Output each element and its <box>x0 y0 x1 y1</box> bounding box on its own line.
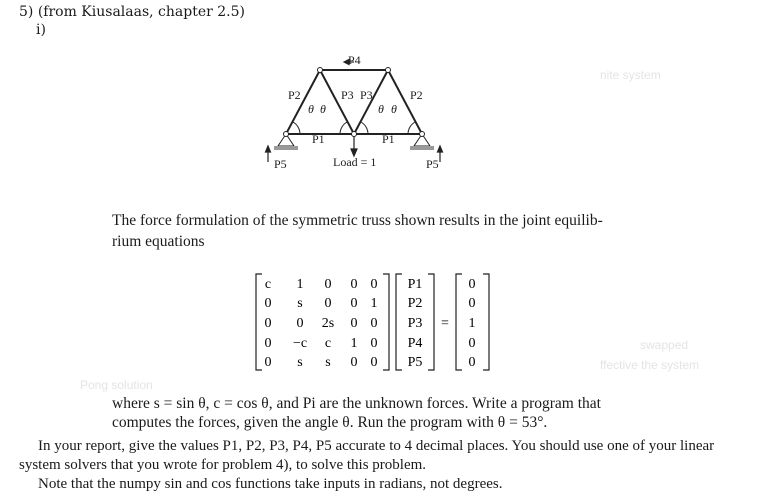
coefficient-cell: 2s <box>321 316 335 331</box>
coefficient-cell: 0 <box>370 316 378 331</box>
unknown-cell: P1 <box>407 277 423 292</box>
coefficient-cell: 0 <box>264 316 272 331</box>
label-p3-right: P3 <box>360 88 373 102</box>
unknown-cell: P2 <box>407 296 423 311</box>
matrix-equation <box>250 270 500 380</box>
coefficient-cell: 0 <box>370 355 378 370</box>
label-theta-1: θ <box>308 102 314 116</box>
label-p2-right: P2 <box>410 88 423 102</box>
bleed-through-text: ffective the system <box>600 358 700 372</box>
coefficient-cell: s <box>325 355 331 370</box>
label-p2-left: P2 <box>288 88 301 102</box>
coefficient-cell: 0 <box>370 336 378 351</box>
unknown-cell: P5 <box>407 355 423 370</box>
part-label: i) <box>36 22 46 38</box>
coefficient-cell: −c <box>292 336 308 351</box>
label-theta-3: θ <box>378 102 384 116</box>
coefficient-cell: 1 <box>296 277 304 292</box>
coefficient-cell: 1 <box>370 296 378 311</box>
label-p3-left: P3 <box>341 88 354 102</box>
unknown-bracket-left <box>396 274 402 370</box>
coefficient-cell: 0 <box>324 296 332 311</box>
label-p1-right: P1 <box>382 132 395 146</box>
unknown-cell: P3 <box>407 316 423 331</box>
coefficient-cell: 0 <box>350 296 358 311</box>
unknown-bracket-right <box>428 274 434 370</box>
coefficient-cell: 0 <box>264 355 272 370</box>
definition-line-1: where s = sin θ, c = cos θ, and Pi are the unknown forces. Write a program that <box>112 395 601 412</box>
coefficient-cell: 0 <box>370 277 378 292</box>
coefficient-cell: s <box>297 296 303 311</box>
instruction-line-2: system solvers that you wrote for problem 4), to solve this problem. <box>19 457 427 473</box>
instruction-line-1: In your report, give the values P1, P2, P3, P4, P5 accurate to 4 decimal places. You should use one of your linear <box>38 438 715 454</box>
member-p2-left <box>286 70 320 134</box>
coefficient-cell: 0 <box>264 296 272 311</box>
bleed-through-text: nite system <box>600 68 661 82</box>
label-p5-right: P5 <box>426 157 439 171</box>
intro-line-2: rium equations <box>112 233 205 250</box>
coefficient-cell: 0 <box>350 355 358 370</box>
truss-members <box>286 70 422 134</box>
coef-bracket-right <box>383 274 389 370</box>
coefficient-cell: 1 <box>350 336 358 351</box>
label-p5-left: P5 <box>274 157 287 171</box>
label-theta-4: θ <box>391 102 397 116</box>
intro-line-1: The force formulation of the symmetric truss shown results in the joint equilib- <box>112 212 603 229</box>
rhs-cell: 1 <box>468 316 476 331</box>
coefficient-cell: s <box>297 355 303 370</box>
rhs-cell: 0 <box>468 336 476 351</box>
coef-bracket-left <box>256 274 262 370</box>
coefficient-cell: c <box>324 336 332 351</box>
rhs-cell: 0 <box>468 277 476 292</box>
rhs-cell: 0 <box>468 355 476 370</box>
truss-figure <box>250 50 470 180</box>
bleed-through-text: swapped <box>640 338 689 352</box>
coefficient-cell: 0 <box>350 277 358 292</box>
equals-sign: = <box>441 316 449 331</box>
coefficient-cell: c <box>264 277 272 292</box>
rhs-bracket-left <box>456 274 462 370</box>
problem-heading: 5) (from Kiusalaas, chapter 2.5) <box>19 4 245 20</box>
definition-line-2: computes the forces, given the angle θ. Run the program with θ = 53°. <box>112 414 548 431</box>
rhs-cell: 0 <box>468 296 476 311</box>
label-p1-left: P1 <box>312 132 325 146</box>
coefficient-cell: 0 <box>264 336 272 351</box>
bleed-through-text: Pong solution <box>80 378 153 392</box>
instruction-line-3: Note that the numpy sin and cos functions take inputs in radians, not degrees. <box>38 476 503 492</box>
coefficient-cell: 0 <box>296 316 304 331</box>
label-p4: P4 <box>348 53 361 67</box>
label-load: Load = 1 <box>333 155 377 169</box>
unknown-cell: P4 <box>407 336 423 351</box>
rhs-bracket-right <box>483 274 489 370</box>
label-theta-2: θ <box>320 102 326 116</box>
coefficient-cell: 0 <box>350 316 358 331</box>
coefficient-cell: 0 <box>324 277 332 292</box>
